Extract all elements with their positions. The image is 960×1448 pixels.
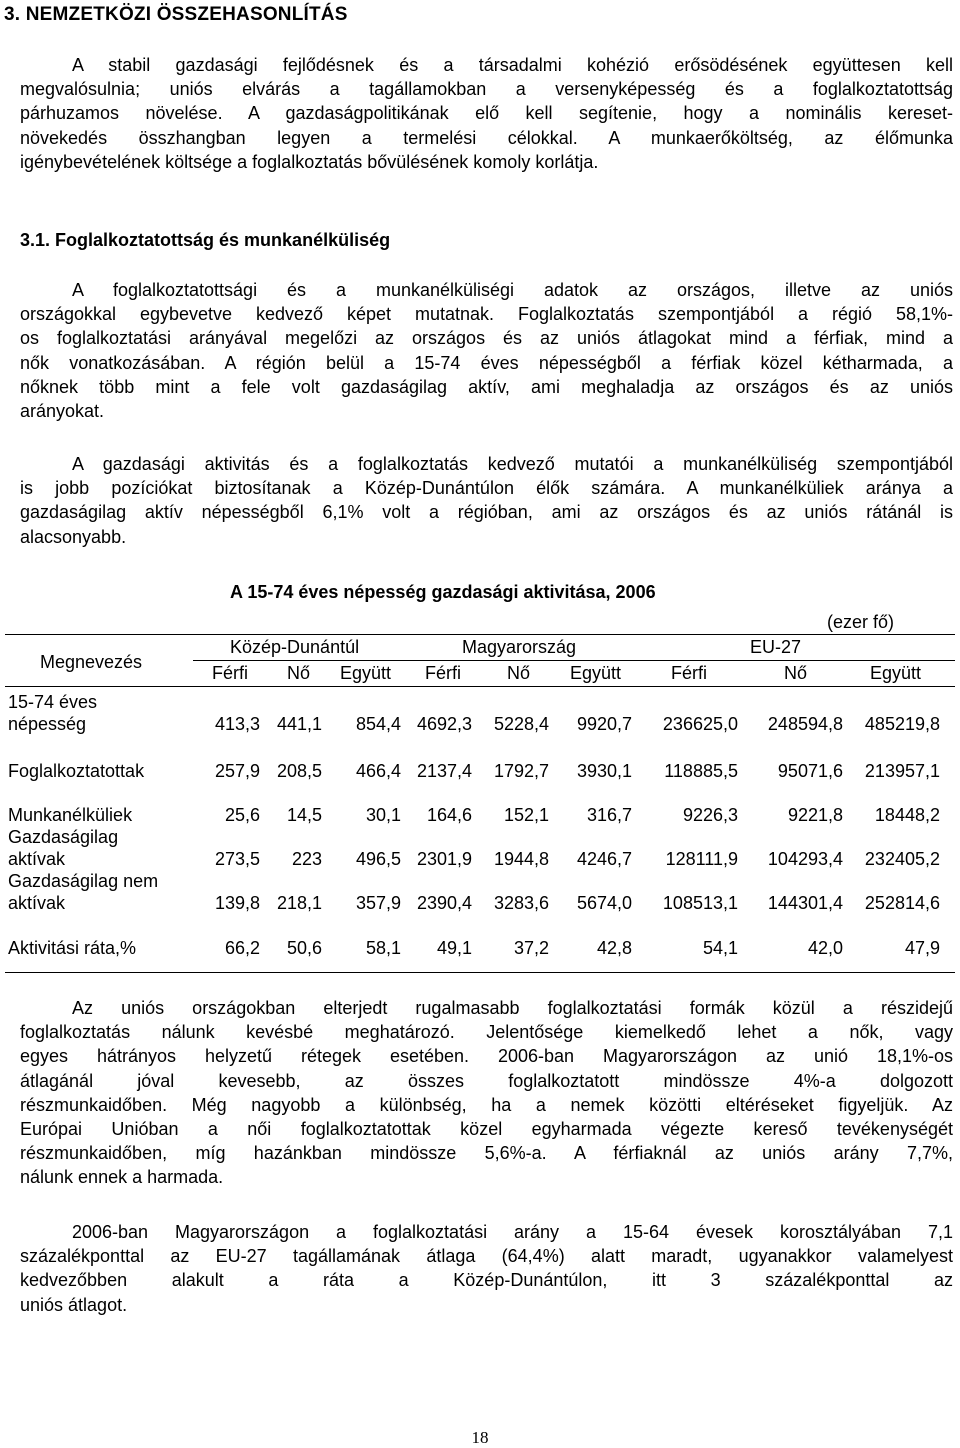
text-line: A gazdasági aktivitás és a foglalkoztatás kedvező mutatói a munkanélküliség szempontjából [72, 454, 953, 474]
column-header: Együtt [870, 663, 922, 683]
table-rule [5, 972, 955, 973]
table-cell: 2137,4 [416, 761, 472, 781]
table-cell: 139,8 [214, 893, 260, 913]
table-cell: 47,9 [904, 938, 940, 958]
table-cell: 144301,4 [767, 893, 843, 913]
page-number: 18 [471, 1428, 489, 1447]
table-cell: 18448,2 [874, 805, 940, 825]
text-line: megvalósulnia; uniós elvárás a tagállamokban a versenyképesség és a foglalkoztatottság [20, 79, 953, 100]
column-header: Nő [784, 663, 808, 683]
paragraph-parttime [20, 996, 953, 1190]
table-cell: 25,6 [224, 805, 260, 825]
group-header: Közép-Dunántúl [230, 637, 360, 657]
text-line: országokkal egybevetve kedvező képet mutatnak. Foglalkoztatás szempontjából a régió 58,1%- [20, 304, 953, 325]
table-cell: 496,5 [355, 849, 401, 869]
group-header: EU-27 [750, 637, 802, 657]
table-cell: 104293,4 [767, 849, 843, 869]
table-cell: 248594,8 [767, 714, 843, 734]
table-cell: 236625,0 [662, 714, 738, 734]
text-line: növekedés összhangban legyen a termelési célokkal. A munkaerőköltség, az élőmunka [20, 127, 953, 148]
table-cell: 5228,4 [493, 714, 549, 734]
text-line: százalékponttal az EU-27 tagállamának átlaga (64,4%) alatt maradt, ugyanakkor valamelyest [20, 1246, 953, 1267]
table-rule [193, 660, 955, 661]
table-cell: 3283,6 [493, 893, 549, 913]
row-label: Gazdaságilag nem [8, 871, 159, 891]
table-cell: 49,1 [436, 938, 472, 958]
table-cell: 213957,1 [864, 761, 940, 781]
text-line: Európai Unióban a női foglalkoztatottak közel egyharmada végezte kereső tevékenységét [20, 1119, 953, 1140]
table-cell: 357,9 [355, 893, 401, 913]
row-header-label: Megnevezés [40, 652, 143, 672]
column-header: Férfi [212, 663, 248, 683]
text-line: egyes hátrányos helyzetű rétegek esetében. 2006-ban Magyarországon az unió 18,1%-os [20, 1046, 953, 1067]
paragraph-employment-rate [20, 1220, 953, 1317]
table-cell: 208,5 [276, 761, 322, 781]
table-cell: 223 [291, 849, 322, 869]
paragraph-employment [20, 278, 953, 423]
table-cell: 42,8 [596, 938, 632, 958]
table-rule [5, 686, 955, 687]
table-cell: 9920,7 [576, 714, 632, 734]
row-label: Gazdaságilag [8, 827, 119, 847]
table-cell: 4246,7 [576, 849, 632, 869]
table-cell: 118885,5 [664, 761, 738, 781]
text-line: kedvezőbben alakult a ráta a Közép-Dunántúlon, itt 3 százalékponttal az [20, 1270, 953, 1291]
text-line: részmunkaidőben. Még nagyobb a különbség, ha a nemek közötti eltéréseket figyeljük. Az [20, 1094, 953, 1115]
column-header: Együtt [340, 663, 392, 683]
table-cell: 3930,1 [576, 761, 632, 781]
text-line: 2006-ban Magyarországon a foglalkoztatási arány a 15-64 évesek korosztályában 7,1 [72, 1222, 953, 1242]
table-cell: 95071,6 [777, 761, 843, 781]
table-cell: 257,9 [214, 761, 260, 781]
table-cell: 466,4 [355, 761, 401, 781]
table-cell: 50,6 [286, 938, 322, 958]
table-cell: 2390,4 [416, 893, 472, 913]
table-unit: (ezer fő) [826, 612, 894, 632]
table-cell: 1792,7 [493, 761, 549, 781]
text-line: A foglalkoztatottsági és a munkanélküliségi adatok az országos, illetve az uniós [72, 280, 953, 300]
table-cell: 42,0 [807, 938, 843, 958]
table-cell: 30,1 [365, 805, 401, 825]
column-header: Együtt [570, 663, 622, 683]
table-cell: 66,2 [224, 938, 260, 958]
paragraph-activity [20, 452, 953, 549]
text-line: igénybevételének költsége a foglalkoztatás bővülésének komoly korlátja. [20, 151, 599, 172]
table-cell: 37,2 [513, 938, 549, 958]
table-cell: 9221,8 [787, 805, 843, 825]
table-cell: 485219,8 [864, 714, 940, 734]
table-cell: 4692,3 [416, 714, 472, 734]
table-cell: 54,1 [702, 938, 738, 958]
row-label: Munkanélküliek [8, 805, 133, 825]
subsection-heading: 3.1. Foglalkoztatottság és munkanélküliség [20, 230, 391, 250]
table-cell: 108513,1 [662, 893, 738, 913]
column-header: Férfi [671, 663, 707, 683]
row-label: aktívak [8, 893, 66, 913]
paragraph-intro [20, 53, 953, 174]
table-cell: 2301,9 [416, 849, 472, 869]
text-line: nőknek több mint a fele volt gazdaságilag aktív, ami meghaladja az országos és az uniós [20, 376, 953, 397]
text-line: arányokat. [20, 401, 105, 422]
text-line: os foglalkoztatási arányával megelőzi az országos és az uniós átlagokat mind a férfiak, mind a [20, 328, 953, 349]
table-cell: 9226,3 [682, 805, 738, 825]
table-rule [5, 634, 955, 635]
row-label: 15-74 éves [8, 692, 98, 712]
table-cell: 164,6 [426, 805, 472, 825]
table-cell: 273,5 [214, 849, 260, 869]
column-header: Nő [507, 663, 531, 683]
table-cell: 152,1 [503, 805, 549, 825]
text-line: gazdaságilag aktív népességből 6,1% volt a régióban, ami az országos és az uniós rátánál is [20, 502, 953, 523]
row-label: Foglalkoztatottak [8, 761, 145, 781]
section-heading: 3. NEMZETKÖZI ÖSSZEHASONLÍTÁS [4, 4, 348, 25]
text-line: foglalkoztatás nálunk kevésbé meghatározó. Jelentősége kiemelkedő lehet a nők, vagy [20, 1022, 953, 1043]
column-header: Férfi [425, 663, 461, 683]
text-line: A stabil gazdasági fejlődésnek és a társadalmi kohézió erősödésének együttesen kell [72, 55, 953, 75]
text-line: Az uniós országokban elterjedt rugalmasabb foglalkoztatási formák közül a részidejű [72, 998, 953, 1018]
text-line: is jobb pozíciókat biztosítanak a Közép-Dunántúlon élők számára. A munkanélküliek aránya a [20, 478, 953, 499]
text-line: részmunkaidőben, míg hazánkban mindössze 5,6%-a. A férfiaknál az uniós arány 7,7%, [20, 1143, 953, 1164]
row-label: Aktivitási ráta,% [8, 938, 137, 958]
table-caption: A 15-74 éves népesség gazdasági aktivitása, 2006 [230, 582, 656, 602]
table-cell: 128111,9 [665, 849, 738, 869]
table-cell: 316,7 [586, 805, 632, 825]
column-header: Nő [287, 663, 311, 683]
text-line: uniós átlagot. [20, 1294, 128, 1315]
table-cell: 232405,2 [864, 849, 940, 869]
text-line: párhuzamos növelése. A gazdaságpolitikának elő kell segítenie, hogy a nominális kereset- [20, 103, 953, 124]
text-line: átlagánál jóval kevesebb, az összes foglalkoztatott mindössze 4%-a dolgozott [20, 1070, 953, 1091]
table-cell: 5674,0 [576, 893, 632, 913]
table-cell: 252814,6 [864, 893, 940, 913]
table-cell: 854,4 [355, 714, 401, 734]
group-header: Magyarország [462, 637, 577, 657]
row-label: aktívak [8, 849, 66, 869]
table-cell: 14,5 [286, 805, 322, 825]
table-cell: 218,1 [276, 893, 322, 913]
text-line: nálunk ennek a harmada. [20, 1167, 224, 1188]
table-cell: 441,1 [276, 714, 322, 734]
table-cell: 413,3 [214, 714, 260, 734]
table-cell: 1944,8 [493, 849, 549, 869]
text-line: nők vonatkozásában. A régión belül a 15-74 éves népességből a férfiak közel kétharmada, a [20, 352, 953, 373]
text-line: alacsonyabb. [20, 526, 127, 547]
row-label: népesség [8, 714, 87, 734]
table-cell: 58,1 [365, 938, 401, 958]
